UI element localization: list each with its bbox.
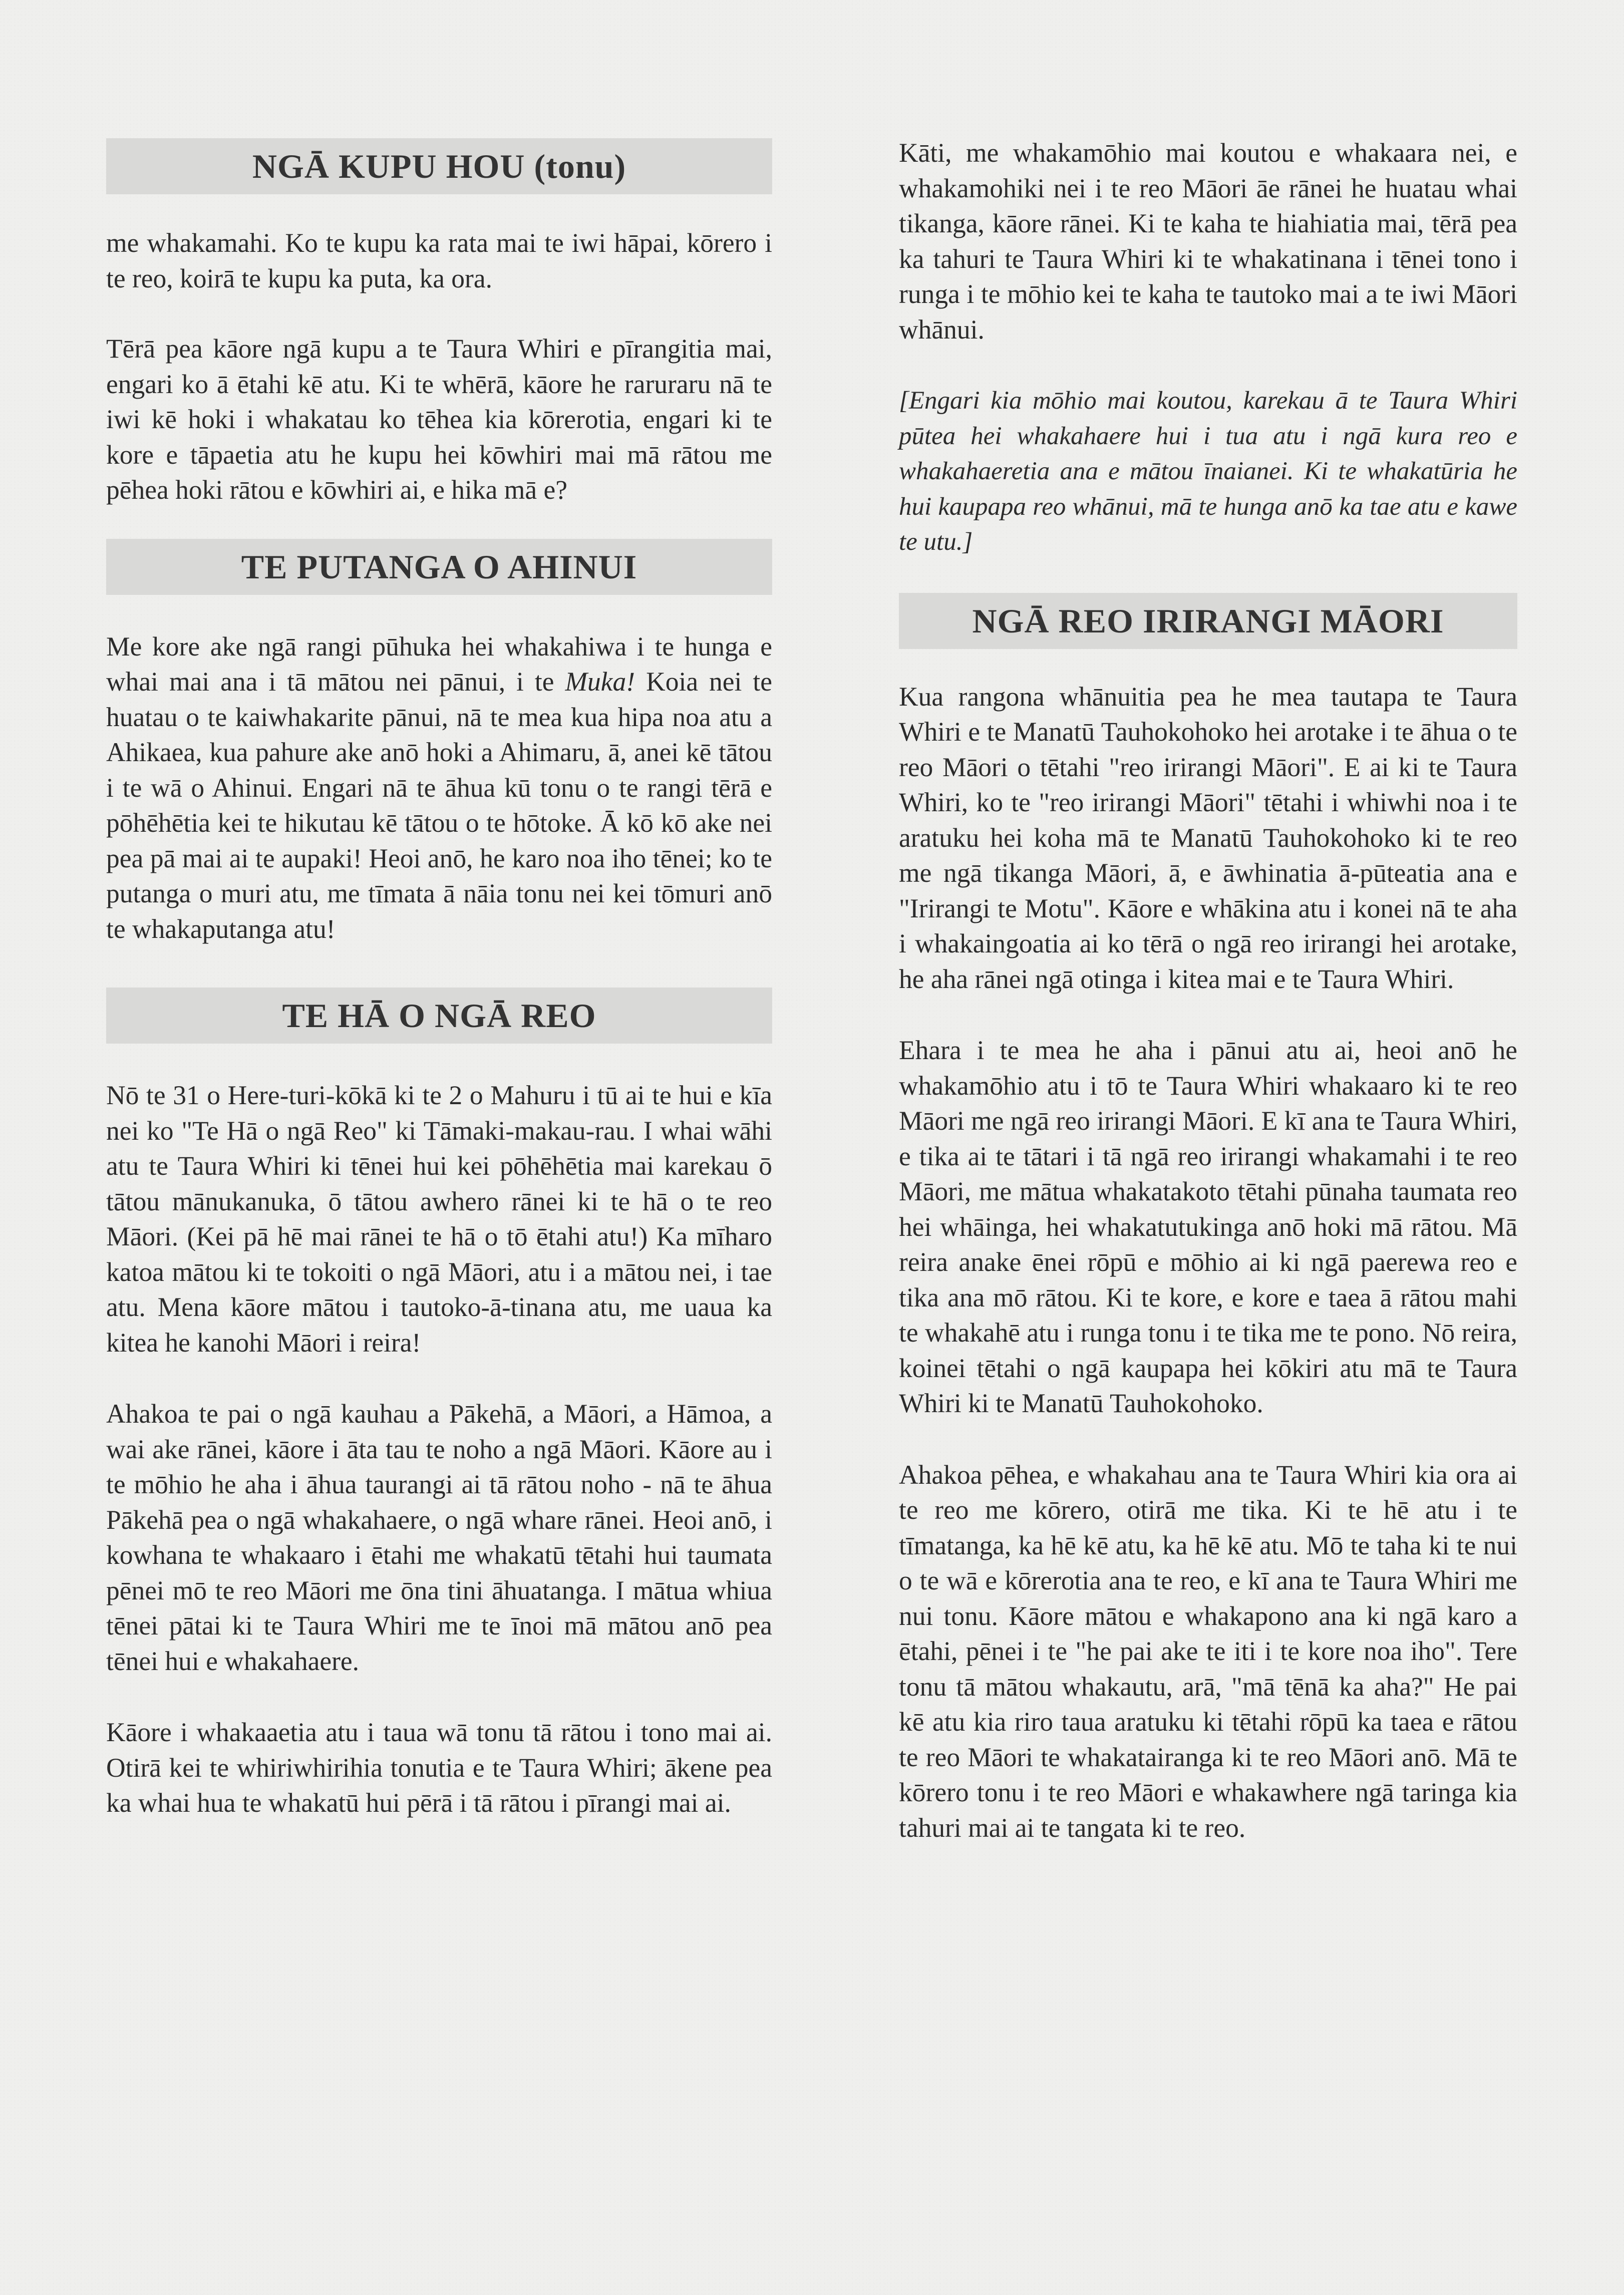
paragraph-putanga [106,629,772,947]
heading-putanga-text: TE PUTANGA O [241,547,508,586]
putanga-muka-title: Muka! [565,667,635,697]
right-column [899,135,1517,1845]
paragraph-kupu-1: me whakamahi. Ko te kupu ka rata mai te iwi hāpai, kōrero i te reo, koirā te kupu ka puta, ka ora. [106,228,772,293]
heading-te-ha-o-nga-reo: TE HĀ O NGĀ REO [106,988,772,1044]
paragraph-kati: Kāti, me whakamōhio mai koutou e whakaara nei, e whakamohiki nei i te reo Māori āe rānei he huatau whai tikanga, kāore rānei. Ki te kaha te hiahiatia mai, tērā pea ka tahuri te Taura Whiri ki te whakatinana i tēnei tono i runga i te mōhio kei te kaha te tautoko mai a te iwi Māori whānui. [899,138,1517,345]
paragraph-bracket-note: [Engari kia mōhio mai koutou, karekau ā te Taura Whiri pūtea hei whakahaere hui i tua atu i ngā kura reo e whakahaeretia ana e mātou īnaianei. Ki te whakatūria he hui kaupapa reo whānui, mā te hunga anō ka tae atu e kawe te utu.] [899,387,1517,556]
heading-nga-kupu-hou: NGĀ KUPU HOU (tonu) [106,138,772,194]
paragraph-irirangi-1: Kua rangona whānuitia pea he mea tautapa te Taura Whiri e te Manatū Tauhokohoko hei arotake i te āhua o te reo Māori o tētahi "reo irirangi Māori". E ai ki te Taura Whiri, ko te "reo irirangi Māori" tētahi i whiwhi noa i te aratuku hei koha mā te Manatū Tauhokohoko ki te reo me ngā tikanga Māori, ā, e āwhinatia ā-pūteatia ana e "Irirangi te Motu". Kāore e whākina atu i konei nā te aha i whakaingoatia ai ko tērā o ngā reo irirangi hei arotake, he aha rānei ngā otinga i kitea mai e te Taura Whiri. [899,681,1517,994]
paragraph-ha-2: Ahakoa te pai o ngā kauhau a Pākehā, a Māori, a Hāmoa, a wai ake rānei, kāore i āta tau te noho a ngā Māori. Kāore au i te mōhio he aha i āhua taurangi ai tā rātou noho - nā te āhua Pākehā pea o ngā whakahaere, o ngā whare rānei. Heoi anō, i kowhana te whakaaro i ētahi me whakatū tētahi hui taumata pēnei mō te reo Māori me ōna tini āhuatanga. I mātua whiua tēnei pātai ki te Taura Whiri me te īnoi mā mātou anō pea tēnei hui e whakahaere. [106,1399,772,1676]
paragraph-irirangi-3: Ahakoa pēhea, e whakahau ana te Taura Whiri kia ora ai te reo me kōrero, otirā me tika. Ki te hē atu i te tīmatanga, ka hē kē atu, ka hē kē atu. Mō te taha ki te nui o te wā e kōrerotia ana te reo, e kī ana te Taura Whiri me nui tonu. Kāore mātou e whakapono ana ki ngā karo a ētahi, pēnei i te "he pai ake te iti i te kore noa iho". Tere tonu tā mātou whakautu, arā, "mā tēnā ka aha?" He pai kē atu kia riro taua aratuku ki tētahi rōpū ka taea e rātou te reo Māori te whakatairanga ki te reo Māori anō. Mā te kōrero tonu i te reo Māori e whakawhere ngā taringa kia tahuri mai ai te tangata ki te reo. [899,1459,1517,1843]
paragraph-ha-3: Kāore i whakaaetia atu i taua wā tonu tā rātou i tono mai ai. Otirā kei te whiriwhirihia tonutia e te Taura Whiri; ākene pea ka whai hua te whakatū hui pērā i tā rātou i pīrangi mai ai. [106,1717,772,1818]
heading-te-putanga-o-ahinui [106,539,772,595]
paragraph-irirangi-2: Ehara i te mea he aha i pānui atu ai, heoi anō he whakamōhio atu i tō te Taura Whiri whakaaro ki te reo Māori me ngā reo irirangi Māori. E kī ana te Taura Whiri, e tika ai te tātari i tā ngā reo irirangi whakamahi i te reo Māori, me mātua whakatakoto tētahi pūnaha taumata reo hei whāinga, hei whakatutukinga anō hoki mā rātou. Mā reira anake ēnei rōpū e mōhio ai ki ngā paerewa reo e tika ana mō rātou. Ki te kore, e kore e taea ā rātou mahi te whakahē atu i runga tonu i te tika me te pono. Nō reira, koinei tētahi o ngā kaupapa hei kōkiri atu mā te Taura Whiri ki te Manatū Tauhokohoko. [899,1035,1517,1418]
paragraph-ha-1: Nō te 31 o Here-turi-kōkā ki te 2 o Mahuru i tū ai te hui e kīa nei ko "Te Hā o ngā Reo" ki Tāmaki-makau-rau. I whai wāhi atu te Taura Whiri ki tēnei hui kei pōhēhētia mai karekau ō tātou mānukanuka, ō tātou awhero rānei ki te hā o te reo Māori. (Kei pā hē mai rānei te hā o tō ētahi atu!) Ka mīharo katoa mātou ki te tokoiti o ngā Māori, atu i a mātou nei, i tae atu. Mena kāore mātou i tautoko-ā-tinana atu, me uaua ka kitea he kanohi Māori i reira! [106,1080,772,1358]
putanga-text-a: Me kore ake ngā rangi pūhuka hei whakahiwa i te hunga e whai mai ana i tā mātou nei pānui, i te [106,631,772,697]
heading-putanga-bold: AHINUI [507,547,637,586]
paragraph-kupu-2: Tērā pea kāore ngā kupu a te Taura Whiri e pīrangitia mai, engari ko ā ētahi kē atu. Ki te whērā, kāore he raruraru nā te iwi kē hoki i whakatau ko tēhea kia kōrerotia, engari ki te kore e tāpaetia atu he kupu hei kōwhiri mai mā rātou me pēhea hoki rātou e kōwhiri ai, e hika mā e? [106,334,772,505]
heading-nga-reo-irirangi-maori: NGĀ REO IRIRANGI MĀORI [899,593,1517,649]
putanga-text-b: Koia nei te huatau o te kaiwhakarite pānui, nā te mea kua hipa noa atu a Ahikaea, kua pahure ake anō hoki a Ahimaru, ā, anei kē tātou i te wā o Ahinui. Engari nā te āhua kū tonu o te rangi tērā e pōhēhētia kei te hikutau kē tātou o te hōtoke. Ā kō kō ake nei pea pā mai ai te aupaki! Heoi anō, he karo noa iho tēnei; ko te putanga o muri atu, me tīmata ā nāia tonu nei kei tōmuri anō te whakaputanga atu! [106,667,772,944]
left-column [106,135,772,1821]
